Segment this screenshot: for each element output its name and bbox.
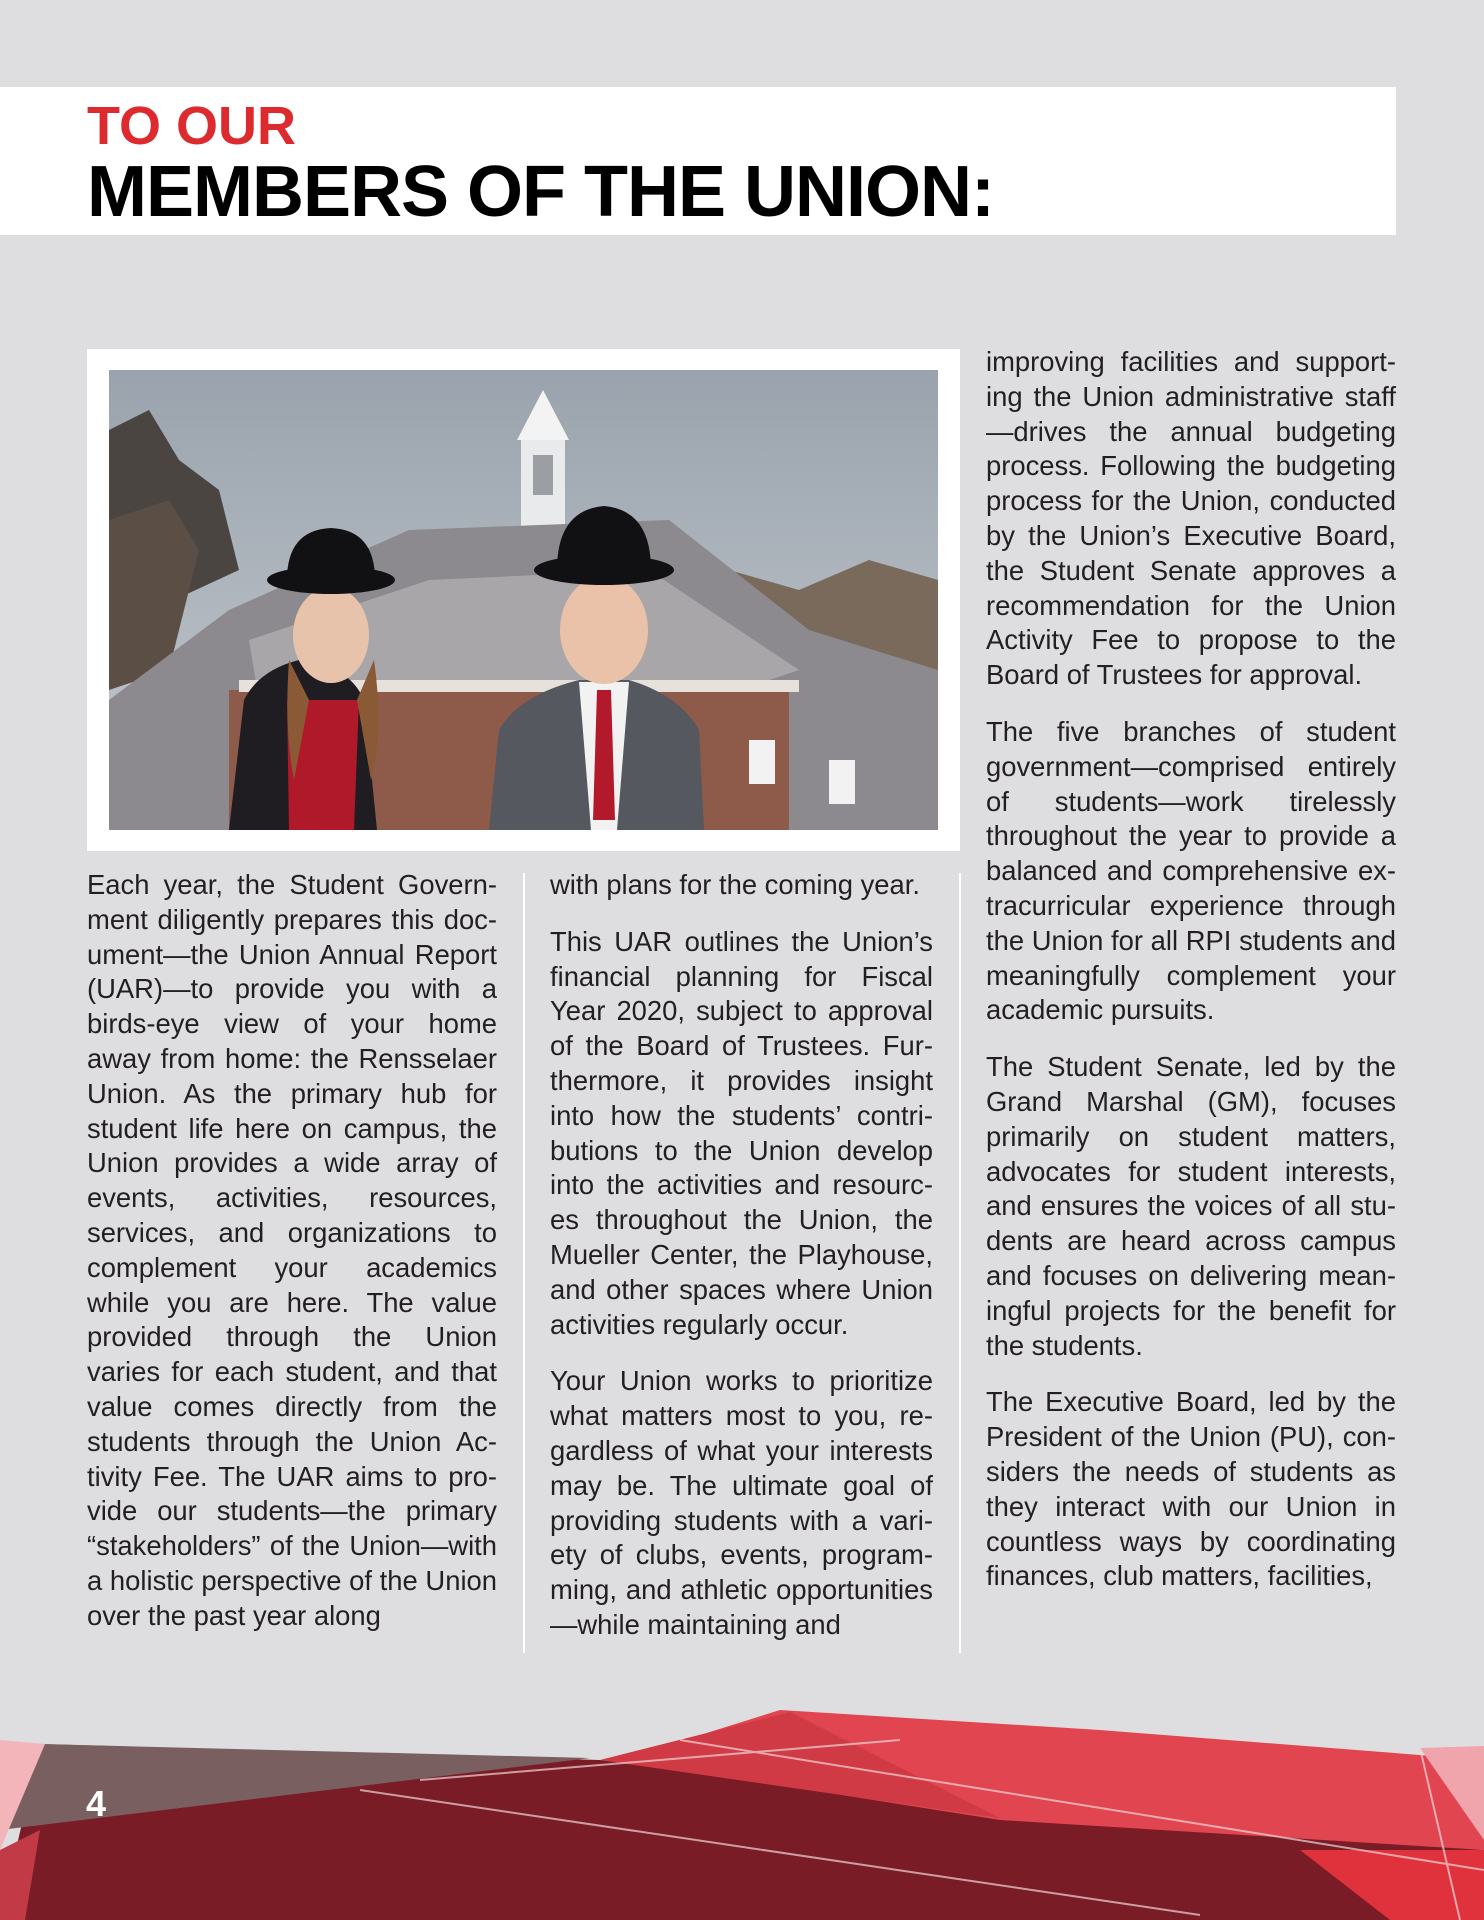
paragraph: The Executive Board, led by the President of the Union (PU), considers the needs of students as they interact with our Union in countless ways by coordinating finances, club matters, facilities, xyxy=(986,1386,1396,1592)
paragraph: Each year, the Student Government diligently prepares this document—the Union Annual Report (UAR)—to provide you with a birds-eye view of your home away from home: the Rensselaer Union. As the primary hub for student life here on campus, the Union provides a wide array of events, activities, resources, services, and organizations to complement your academics while you are here. The value provided through the Union varies for each student, and that value comes directly from the students through the Union Activity Fee. The UAR aims to provide our students—the primary “stakeholders” of the Union—with a holistic perspective of the Union over the past year along xyxy=(87,869,497,1631)
page-title: MEMBERS OF THE UNION: xyxy=(87,152,994,232)
paragraph: This UAR outlines the Union’s financial planning for Fiscal Year 2020, subject to approval of the Board of Trustees. Furthermore, it provides insight into how the students’ contributions to the Union develop into the activities and resources throughout the Union, the Mueller Center, the Playhouse, and other spaces where Union activities regularly occur. xyxy=(550,925,933,1340)
column-1 xyxy=(87,868,497,1656)
column-divider xyxy=(523,873,525,1653)
column-divider xyxy=(959,873,961,1653)
photo-frame xyxy=(87,349,960,851)
paragraph: with plans for the coming year. xyxy=(550,869,920,900)
column-2 xyxy=(550,868,933,1665)
photo-two-students-icon xyxy=(109,370,938,830)
column-3 xyxy=(986,345,1396,1616)
paragraph: Your Union works to prioritize what matters most to you, regardless of what your interests may be. The ultimate goal of providing students with a variety of clubs, events, programming, and athletic opportunities—while maintaining and xyxy=(550,1365,933,1640)
paragraph: The five branches of student government—comprised entirely of students—work tirelessly throughout the year to provide a balanced and comprehensive extracurricular experience through the Union for all RPI students and meaningfully complement your academic pursuits. xyxy=(986,715,1396,1026)
paragraph: improving facilities and supporting the Union administrative staff—drives the annual budgeting process. Following the budgeting process for the Union, conducted by the Union’s Executive Board, the Student Senate approves a recommendation for the Union Activity Fee to propose to the Board of Trustees for approval. xyxy=(986,346,1396,691)
title-kicker: TO OUR xyxy=(87,96,297,156)
page-number: 4 xyxy=(86,1783,107,1824)
footer-geometric-art xyxy=(0,1700,1484,1920)
paragraph: The Student Senate, led by the Grand Marshal (GM), focuses primarily on student matters, advocates for student interests, and ensures the voices of all students are heard across campus and focuses on delivering meaningful projects for the benefit for the students. xyxy=(986,1051,1396,1361)
